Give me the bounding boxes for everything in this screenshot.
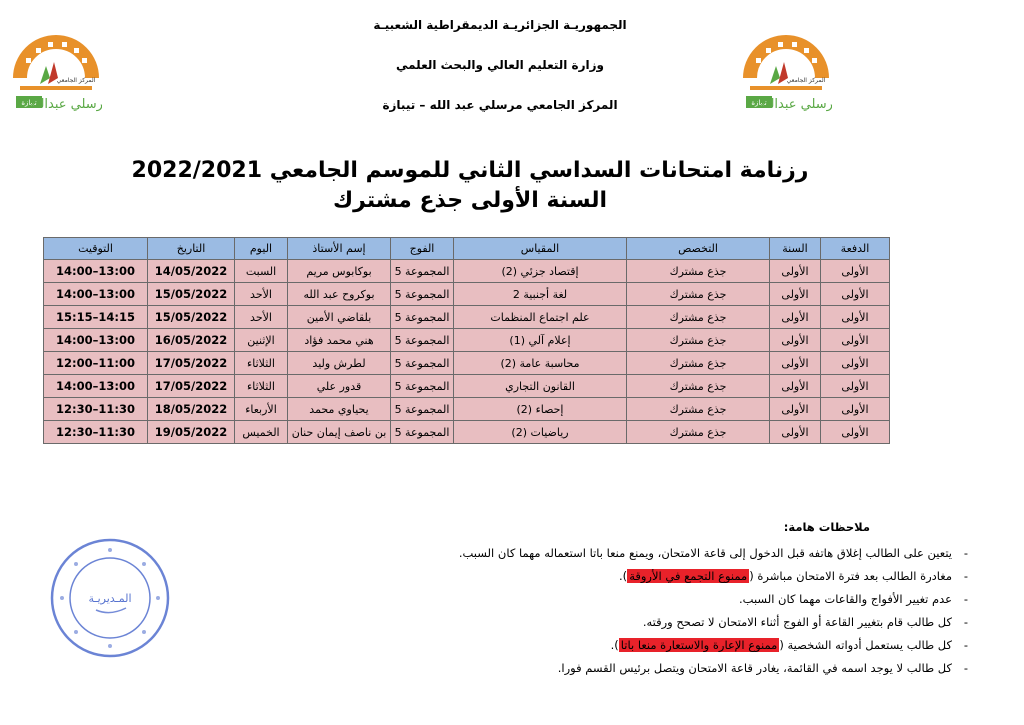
cell-year: الأولى: [770, 329, 821, 352]
svg-text:مرسلي عبدالله: رسلي عبدالله: [759, 97, 832, 112]
cell-day: الثلاثاء: [235, 375, 288, 398]
note-text: مغادرة الطالب بعد فترة الامتحان مباشرة (: [749, 569, 952, 583]
cell-date: 19/05/2022: [148, 421, 235, 444]
list-item: - كل طالب يستعمل أدواته الشخصية (ممنوع الإعارة والاستعارة منعا باتا).: [610, 638, 969, 652]
institute-stamp: [48, 536, 172, 660]
cell-cohort: الأولى: [821, 260, 890, 283]
cell-group: المجموعة 5: [391, 352, 454, 375]
cell-teacher: بوكابوس مريم: [288, 260, 391, 283]
cell-teacher: بن ناصف إيمان حنان: [288, 421, 391, 444]
cell-cohort: الأولى: [821, 306, 890, 329]
cell-group: المجموعة 5: [391, 421, 454, 444]
table-row: [44, 260, 890, 283]
cell-group: المجموعة 5: [391, 283, 454, 306]
cell-time: 12:30–11:30: [44, 398, 148, 421]
title-line-2: السنة الأولى جذع مشترك: [332, 188, 608, 213]
cell-day: الأربعاء: [235, 398, 288, 421]
cell-day: الثلاثاء: [235, 352, 288, 375]
cell-cohort: الأولى: [821, 398, 890, 421]
document-title: [100, 156, 840, 216]
svg-text:المركز الجامعي: المركز الجامعي: [56, 77, 96, 84]
cell-subject: إحصاء (2): [454, 398, 627, 421]
cell-time: 14:00–13:00: [44, 375, 148, 398]
note-highlight: ممنوع التجمع في الأروقة: [629, 569, 748, 583]
table-row: [44, 283, 890, 306]
header-cohort: الدفعة: [821, 238, 890, 260]
table-row: [44, 375, 890, 398]
header-year: السنة: [770, 238, 821, 260]
svg-text:تيبازة: تيبازة: [21, 99, 37, 107]
note-text: يتعين على الطالب إغلاق هاتفه قبل الدخول إلى قاعة الامتحان، ويمنع منعا باتا استعماله مهما كان السبب.: [458, 546, 952, 560]
cell-date: 17/05/2022: [148, 352, 235, 375]
header-subject: المقياس: [454, 238, 627, 260]
table-row: [44, 329, 890, 352]
cell-date: 15/05/2022: [148, 306, 235, 329]
header-teacher: إسم الأستاذ: [288, 238, 391, 260]
table-row: [44, 398, 890, 421]
cell-specialty: جذع مشترك: [627, 352, 770, 375]
note-suffix: ).: [610, 638, 619, 652]
notes-list: [380, 542, 980, 680]
cell-year: الأولى: [770, 283, 821, 306]
cell-subject: القانون التجاري: [454, 375, 627, 398]
cell-date: 18/05/2022: [148, 398, 235, 421]
important-notes: [380, 520, 980, 680]
header-date: التاريخ: [148, 238, 235, 260]
note-suffix: ).: [619, 569, 628, 583]
cell-subject: إقتصاد جزئي (2): [454, 260, 627, 283]
cell-date: 14/05/2022: [148, 260, 235, 283]
note-text: كل طالب قام بتغيير القاعة أو الفوج أثناء الامتحان لا تصحح ورقته.: [642, 615, 952, 629]
cell-date: 17/05/2022: [148, 375, 235, 398]
cell-cohort: الأولى: [821, 421, 890, 444]
cell-year: الأولى: [770, 375, 821, 398]
header-group: الفوج: [391, 238, 454, 260]
stamp-center-text: المـديريـة: [88, 592, 132, 605]
cell-cohort: الأولى: [821, 329, 890, 352]
note-text: كل طالب لا يوجد اسمه في القائمة، يغادر قاعة الامتحان ويتصل برئيس القسم فورا.: [557, 661, 952, 675]
svg-text:مرسلي عبدالله: رسلي عبدالله: [29, 97, 102, 112]
table-row: [44, 352, 890, 375]
cell-teacher: قدور علي: [288, 375, 391, 398]
list-item: - مغادرة الطالب بعد فترة الامتحان مباشرة (ممنوع التجمع في الأروقة).: [619, 569, 969, 583]
header-time: التوقيت: [44, 238, 148, 260]
cell-day: الأحد: [235, 306, 288, 329]
cell-group: المجموعة 5: [391, 398, 454, 421]
cell-specialty: جذع مشترك: [627, 398, 770, 421]
cell-time: 12:30–11:30: [44, 421, 148, 444]
list-item: - كل طالب قام بتغيير القاعة أو الفوج أثناء الامتحان لا تصحح ورقته.: [380, 611, 980, 634]
svg-text:المركز الجامعي: المركز الجامعي: [786, 77, 826, 84]
cell-specialty: جذع مشترك: [627, 329, 770, 352]
center-name: المركز الجامعي مرسلي عبد الله – تيبازة: [382, 98, 618, 112]
cell-date: 16/05/2022: [148, 329, 235, 352]
header-specialty: التخصص: [627, 238, 770, 260]
university-logo-right: [740, 28, 832, 118]
cell-group: المجموعة 5: [391, 375, 454, 398]
cell-teacher: يحياوي محمد: [288, 398, 391, 421]
cell-day: الإثنين: [235, 329, 288, 352]
cell-year: الأولى: [770, 306, 821, 329]
cell-year: الأولى: [770, 352, 821, 375]
cell-teacher: لطرش وليد: [288, 352, 391, 375]
cell-teacher: بلقاضي الأمين: [288, 306, 391, 329]
cell-cohort: الأولى: [821, 283, 890, 306]
cell-group: المجموعة 5: [391, 260, 454, 283]
university-logo-left: [10, 28, 102, 118]
cell-subject: محاسبة عامة (2): [454, 352, 627, 375]
cell-subject: لغة أجنبية 2: [454, 283, 627, 306]
table-row: [44, 421, 890, 444]
table-row: [44, 306, 890, 329]
list-item: - يتعين على الطالب إغلاق هاتفه قبل الدخول إلى قاعة الامتحان، ويمنع منعا باتا استعماله مهما كان السبب.: [380, 542, 980, 565]
cell-cohort: الأولى: [821, 352, 890, 375]
cell-time: 15:15–14:15: [44, 306, 148, 329]
note-text: عدم تغيير الأفواج والقاعات مهما كان السبب.: [739, 592, 952, 606]
republic-name: الجمهوريـة الجزائريـة الديمقراطية الشعبيـة: [373, 18, 627, 32]
list-item: - كل طالب لا يوجد اسمه في القائمة، يغادر قاعة الامتحان ويتصل برئيس القسم فورا.: [380, 657, 980, 680]
cell-cohort: الأولى: [821, 375, 890, 398]
header-day: اليوم: [235, 238, 288, 260]
cell-subject: إعلام آلي (1): [454, 329, 627, 352]
cell-year: الأولى: [770, 260, 821, 283]
notes-heading: ملاحظات هامة:: [783, 520, 870, 534]
title-line-1: رزنامة امتحانات السداسي الثاني للموسم الجامعي 2022/2021: [131, 158, 809, 183]
cell-specialty: جذع مشترك: [627, 283, 770, 306]
exam-schedule-table: [43, 237, 890, 444]
cell-teacher: هني محمد فؤاد: [288, 329, 391, 352]
cell-group: المجموعة 5: [391, 329, 454, 352]
cell-time: 12:00–11:00: [44, 352, 148, 375]
ministry-name: وزارة التعليم العالي والبحث العلمي: [395, 58, 605, 72]
cell-day: الخميس: [235, 421, 288, 444]
cell-year: الأولى: [770, 421, 821, 444]
document-header: [300, 18, 700, 138]
cell-subject: علم اجتماع المنظمات: [454, 306, 627, 329]
note-text: كل طالب يستعمل أدواته الشخصية (: [779, 638, 952, 652]
cell-day: السبت: [235, 260, 288, 283]
svg-text:تيبازة: تيبازة: [751, 99, 767, 107]
cell-specialty: جذع مشترك: [627, 260, 770, 283]
cell-time: 14:00–13:00: [44, 329, 148, 352]
list-item: - عدم تغيير الأفواج والقاعات مهما كان السبب.: [380, 588, 980, 611]
cell-group: المجموعة 5: [391, 306, 454, 329]
cell-teacher: بوكروح عبد الله: [288, 283, 391, 306]
cell-subject: رياضيات (2): [454, 421, 627, 444]
table-header-row: [44, 238, 890, 260]
cell-date: 15/05/2022: [148, 283, 235, 306]
cell-specialty: جذع مشترك: [627, 375, 770, 398]
cell-time: 14:00–13:00: [44, 283, 148, 306]
cell-time: 14:00–13:00: [44, 260, 148, 283]
note-highlight: ممنوع الإعارة والاستعارة منعا باتا: [620, 638, 778, 652]
cell-specialty: جذع مشترك: [627, 306, 770, 329]
cell-year: الأولى: [770, 398, 821, 421]
cell-day: الأحد: [235, 283, 288, 306]
cell-specialty: جذع مشترك: [627, 421, 770, 444]
